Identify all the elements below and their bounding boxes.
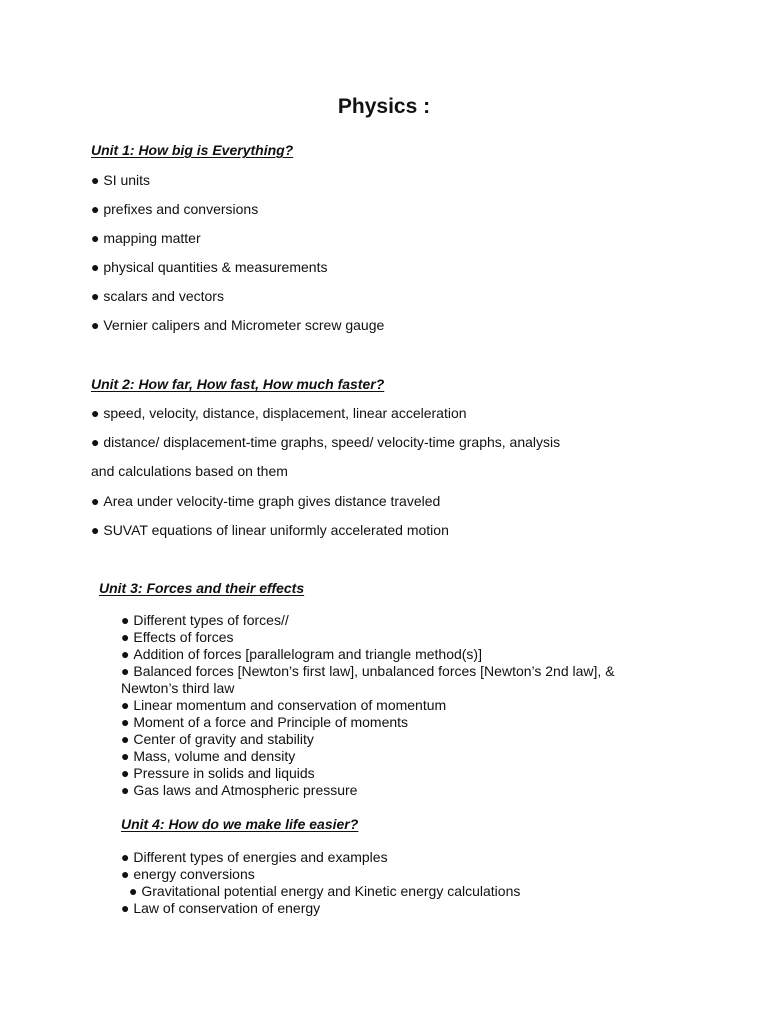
list-item: ● Vernier calipers and Micrometer screw gauge [91,317,384,334]
list-item: ● distance/ displacement-time graphs, speed/ velocity-time graphs, analysis [91,434,560,451]
list-item: ● Law of conservation of energy [121,900,320,917]
list-item: ● Area under velocity-time graph gives distance traveled [91,493,440,510]
page-title: Physics : [337,95,431,118]
list-item: ● Center of gravity and stability [121,731,314,748]
list-item: ● energy conversions [121,866,255,883]
list-item: ● Different types of forces// [121,612,289,629]
list-item: ● speed, velocity, distance, displacement, linear acceleration [91,405,467,422]
list-item: ● Balanced forces [Newton’s first law], unbalanced forces [Newton’s 2nd law], & [121,663,615,680]
list-item: ● Mass, volume and density [121,748,295,765]
list-item: ● scalars and vectors [91,288,224,305]
list-item-continuation: Newton’s third law [121,680,235,696]
list-item: ● SUVAT equations of linear uniformly accelerated motion [91,522,449,539]
list-item: ● Different types of energies and examples [121,849,388,866]
unit-2-heading: Unit 2: How far, How fast, How much faster? [91,376,385,392]
list-item: ● Effects of forces [121,629,233,646]
list-item: ● physical quantities & measurements [91,259,327,276]
list-item: ● prefixes and conversions [91,201,258,218]
list-item: ● Gravitational potential energy and Kinetic energy calculations [129,883,520,900]
list-item: ● Pressure in solids and liquids [121,765,315,782]
list-item: ● Moment of a force and Principle of moments [121,714,408,731]
list-item-continuation: and calculations based on them [91,463,288,479]
unit-4-heading: Unit 4: How do we make life easier? [121,816,359,832]
list-item: ● mapping matter [91,230,201,247]
list-item: ● Gas laws and Atmospheric pressure [121,782,357,799]
unit-1-heading: Unit 1: How big is Everything? [91,142,294,158]
unit-3-heading: Unit 3: Forces and their effects [99,580,305,596]
list-item: ● SI units [91,172,150,189]
list-item: ● Linear momentum and conservation of momentum [121,697,446,714]
list-item: ● Addition of forces [parallelogram and triangle method(s)] [121,646,482,663]
